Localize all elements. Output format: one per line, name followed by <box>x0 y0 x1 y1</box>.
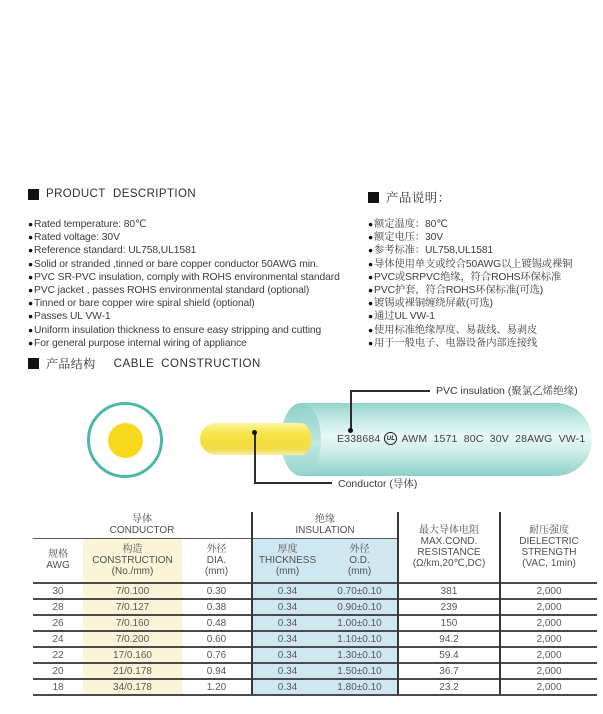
awg-column-header: 规格 AWG <box>46 549 70 572</box>
bullet-icon: ● <box>368 219 374 229</box>
spec-table-cell: 1.80±0.10 <box>322 679 398 695</box>
spec-table-cell: 34/0.178 <box>83 679 182 695</box>
conductor-callout-dot <box>252 430 257 435</box>
insulation-callout-dot <box>348 428 353 433</box>
construction-title-cn: 产品结构 <box>46 357 96 371</box>
cable-print-text <box>337 432 593 445</box>
conductor-rod <box>200 423 311 455</box>
dia-column-header: 外径 DIA. (mm) <box>204 543 229 577</box>
notes-bullet-text: 额定电压：30V <box>374 232 444 244</box>
product-description-heading <box>28 188 196 200</box>
spec-table-cell: 0.76 <box>182 647 252 663</box>
description-bullet-text: Uniform insulation thickness to ensure easy stripping and cutting <box>34 324 322 336</box>
spec-table-cell: 0.34 <box>252 583 322 599</box>
description-bullet-item <box>28 244 366 257</box>
description-bullet-item <box>28 271 366 284</box>
description-bullet-text: Solid or stranded ,tinned or bare copper conductor 50AWG min. <box>34 258 319 270</box>
description-bullet-text: For general purpose internal wiring of appliance <box>34 337 247 349</box>
dielectric-column-header: 耐压强度 DIELECTRIC STRENGTH (VAC, 1min) <box>500 512 597 583</box>
conductor-callout-line <box>254 433 256 483</box>
table-group-header-row <box>33 512 597 538</box>
notes-bullet-item <box>368 324 600 337</box>
product-notes-heading <box>368 188 451 206</box>
spec-table-cell: 381 <box>398 583 500 599</box>
notes-bullet-item <box>368 258 600 271</box>
insulation-label: PVC insulation (聚氯乙烯绝缘) <box>436 385 578 397</box>
spec-table-cell: 1.20 <box>182 679 252 695</box>
spec-table-cell: 18 <box>33 679 83 695</box>
notes-bullet-text: 通过UL VW-1 <box>374 311 435 323</box>
cable-cross-section <box>87 402 163 478</box>
resistance-column-header: 最大导体电阻 MAX.COND. RESISTANCE (Ω/km,20℃,DC) <box>398 512 500 583</box>
bullet-icon: ● <box>28 311 34 322</box>
conductor-group-header <box>33 512 252 538</box>
notes-bullet-text: PVC或SRPVC绝缘，符合ROHS环保标准 <box>374 271 562 283</box>
od-column-header: 外径 O.D. (mm) <box>322 538 398 583</box>
conductor-core-circle <box>108 423 143 458</box>
description-bullet-item <box>28 258 366 271</box>
bullet-icon: ● <box>368 324 374 335</box>
description-bullet-text: PVC jacket , passes ROHS environmental standard (optional) <box>34 285 310 297</box>
description-bullet-text: Rated temperature: 80℃ <box>34 219 147 230</box>
spec-table-row <box>33 679 597 695</box>
spec-table-row <box>33 663 597 679</box>
description-bullet-text: Reference standard: UL758,UL1581 <box>34 245 197 257</box>
bullet-icon: ● <box>28 271 34 282</box>
product-notes-list <box>368 218 600 350</box>
spec-table-cell: 0.34 <box>252 663 322 679</box>
spec-table-cell: 22 <box>33 647 83 663</box>
bullet-icon: ● <box>368 285 374 296</box>
notes-bullet-item <box>368 218 600 231</box>
spec-table-row <box>33 615 597 631</box>
spec-table-cell: 1.50±0.10 <box>322 663 398 679</box>
notes-bullet-item <box>368 231 600 244</box>
spec-table-cell: 36.7 <box>398 663 500 679</box>
notes-bullet-item <box>368 310 600 323</box>
construction-title-en: CABLE CONSTRUCTION <box>113 357 261 370</box>
spec-table-cell: 0.34 <box>252 631 322 647</box>
spec-table-cell: 2,000 <box>500 599 597 615</box>
bullet-icon: ● <box>368 337 374 348</box>
spec-table-cell: 2,000 <box>500 663 597 679</box>
notes-bullet-item <box>368 271 600 284</box>
bullet-icon: ● <box>28 324 34 335</box>
spec-table-cell: 17/0.160 <box>83 647 182 663</box>
notes-bullet-item <box>368 284 600 297</box>
bullet-icon: ● <box>28 337 34 348</box>
section-marker-icon <box>28 189 39 200</box>
spec-table-cell: 0.34 <box>252 647 322 663</box>
cable-print-right: AWM 1571 80C 30V 28AWG VW-1 <box>401 432 586 445</box>
insulation-group-en: INSULATION <box>295 524 355 536</box>
cable-print-left: E338684 <box>337 432 381 445</box>
spec-table-cell: 7/0.127 <box>83 599 182 615</box>
conductor-label: Conductor (导体) <box>338 478 418 490</box>
notes-bullet-item <box>368 244 600 257</box>
section-marker-icon <box>28 358 39 369</box>
description-bullet-text: Tinned or bare copper wire spiral shield (optional) <box>34 298 255 310</box>
description-bullet-item <box>28 284 366 297</box>
spec-table-row <box>33 599 597 615</box>
bullet-icon: ● <box>368 271 374 282</box>
conductor-group-en: CONDUCTOR <box>109 524 175 536</box>
notes-bullet-item <box>368 337 600 350</box>
notes-bullet-text: 额定温度：80℃ <box>374 219 448 230</box>
notes-bullet-text: 使用标准绝缘厚度、易裁线、易剥皮 <box>374 324 538 336</box>
spec-table-cell: 21/0.178 <box>83 663 182 679</box>
cable-diagram <box>0 375 603 512</box>
spec-table-cell: 0.34 <box>252 679 322 695</box>
spec-table-cell: 2,000 <box>500 631 597 647</box>
spec-table-cell: 28 <box>33 599 83 615</box>
ul-logo-icon: UL <box>384 432 397 445</box>
conductor-group-cn: 导体 <box>132 513 152 525</box>
thickness-column-header: 厚度 THICKNESS (mm) <box>252 538 322 583</box>
description-bullet-item <box>28 218 366 231</box>
notes-bullet-text: 参考标准：UL758,UL1581 <box>374 245 494 257</box>
product-description-list <box>28 218 366 350</box>
description-bullet-text: Passes UL VW-1 <box>34 311 111 323</box>
description-bullet-item <box>28 337 366 350</box>
spec-table-cell: 0.94 <box>182 663 252 679</box>
spec-table-row <box>33 583 597 599</box>
conductor-callout-line <box>254 482 332 484</box>
spec-table-row <box>33 647 597 663</box>
spec-table-cell: 24 <box>33 631 83 647</box>
construction-column-header: 构造 CONSTRUCTION (No./mm) <box>83 538 182 583</box>
bullet-icon: ● <box>368 298 374 309</box>
bullet-icon: ● <box>368 258 374 269</box>
bullet-icon: ● <box>368 232 374 243</box>
product-notes-title: 产品说明： <box>386 191 451 205</box>
notes-bullet-text: PVC护套，符合ROHS环保标准(可选) <box>374 285 544 297</box>
description-bullet-item <box>28 324 366 337</box>
description-bullet-item <box>28 297 366 310</box>
insulation-group-cn: 绝缘 <box>315 513 336 525</box>
spec-table-cell: 1.00±0.10 <box>322 615 398 631</box>
description-bullet-item <box>28 310 366 323</box>
description-bullet-item <box>28 231 366 244</box>
notes-bullet-text: 用于一般电子、电器设备内部连接线 <box>374 337 538 349</box>
spec-table-cell: 0.38 <box>182 599 252 615</box>
spec-table-cell: 7/0.200 <box>83 631 182 647</box>
spec-table-cell: 0.30 <box>182 583 252 599</box>
spec-table-cell: 1.10±0.10 <box>322 631 398 647</box>
spec-table-cell: 30 <box>33 583 83 599</box>
spec-table-cell: 7/0.100 <box>83 583 182 599</box>
bullet-icon: ● <box>28 219 34 229</box>
spec-table-cell: 2,000 <box>500 647 597 663</box>
description-bullet-text: PVC SR-PVC insulation, comply with ROHS environmental standard <box>34 271 340 283</box>
bullet-icon: ● <box>28 258 34 269</box>
notes-bullet-item <box>368 297 600 310</box>
bullet-icon: ● <box>28 298 34 309</box>
spec-table-cell: 0.34 <box>252 615 322 631</box>
spec-table-cell: 0.70±0.10 <box>322 583 398 599</box>
spec-table-cell: 2,000 <box>500 583 597 599</box>
spec-table-cell: 239 <box>398 599 500 615</box>
bullet-icon: ● <box>28 245 34 256</box>
spec-table-cell: 0.90±0.10 <box>322 599 398 615</box>
spec-table-cell: 20 <box>33 663 83 679</box>
spec-table-cell: 1.30±0.10 <box>322 647 398 663</box>
spec-table-cell: 0.60 <box>182 631 252 647</box>
bullet-icon: ● <box>368 245 374 256</box>
description-bullet-text: Rated voltage: 30V <box>34 232 120 244</box>
notes-bullet-text: 导体使用单支或绞合50AWG以上镀锡或裸铜 <box>374 258 573 270</box>
section-marker-icon <box>368 192 379 203</box>
bullet-icon: ● <box>28 232 34 243</box>
spec-table-cell: 2,000 <box>500 615 597 631</box>
spec-table-cell: 2,000 <box>500 679 597 695</box>
spec-table-cell: 0.48 <box>182 615 252 631</box>
spec-table-cell: 94.2 <box>398 631 500 647</box>
product-description-title: PRODUCT DESCRIPTION <box>46 188 197 200</box>
insulation-callout-line <box>350 390 430 392</box>
insulation-group-header <box>252 512 398 538</box>
spec-table-cell: 59.4 <box>398 647 500 663</box>
spec-table-cell: 26 <box>33 615 83 631</box>
spec-table-cell: 7/0.160 <box>83 615 182 631</box>
notes-bullet-text: 镀锡或裸铜缠绕屏蔽(可选) <box>374 298 493 310</box>
spec-table-cell: 0.34 <box>252 599 322 615</box>
bullet-icon: ● <box>28 285 34 296</box>
bullet-icon: ● <box>368 311 374 322</box>
spec-table-cell: 150 <box>398 615 500 631</box>
spec-table-row <box>33 631 597 647</box>
spec-table <box>33 512 597 696</box>
cable-construction-heading <box>28 355 261 372</box>
insulation-callout-line <box>350 390 352 430</box>
spec-table-cell: 23.2 <box>398 679 500 695</box>
